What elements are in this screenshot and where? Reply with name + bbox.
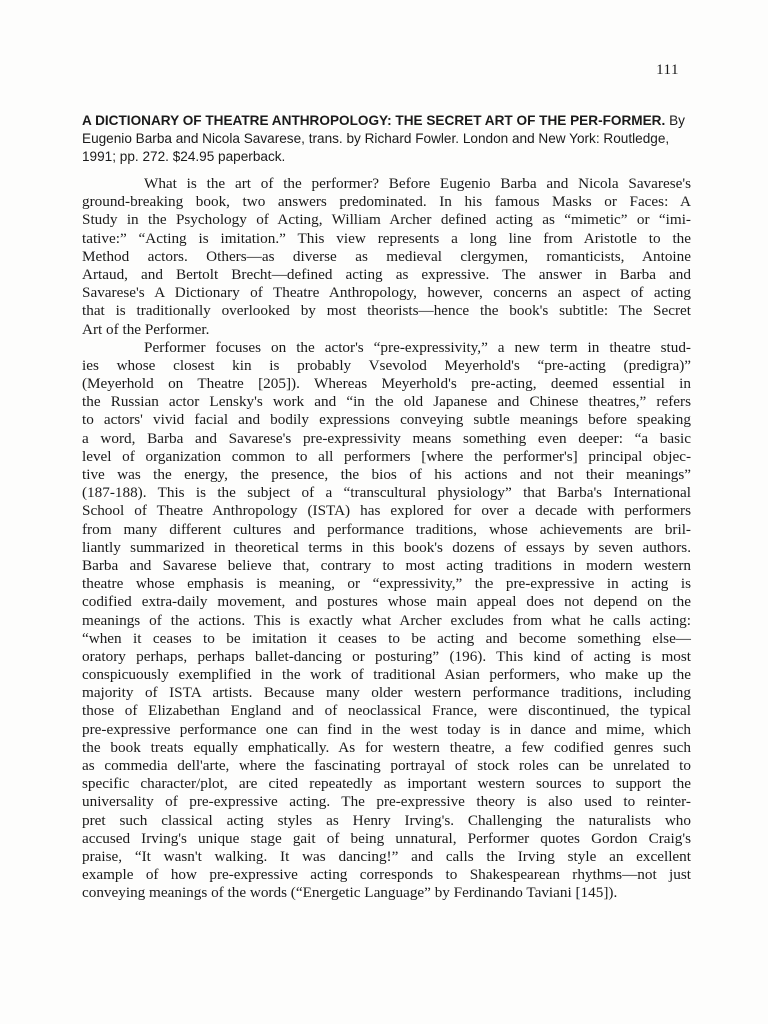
text-line: accused Irving's unique stage gait of being unnatural, Performer quotes Gordon Craig's	[82, 829, 691, 847]
text-line: codified extra-daily movement, and postures whose main appeal does not depend on the	[82, 593, 691, 611]
text-line: (187-188). This is the subject of a “transcultural physiology” that Barba's International	[82, 484, 691, 502]
text-line: theatre whose emphasis is meaning, or “expressivity,” the pre-expressive in acting is	[82, 575, 691, 593]
text-line: liantly summarized in theoretical terms in this book's dozens of essays by seven authors.	[82, 538, 691, 556]
text-line: Method actors. Others—as diverse as medieval clergymen, romanticists, Antoine	[82, 247, 691, 265]
text-line: the Russian actor Lensky's work and “in the old Japanese and Chinese theatres,” refers	[82, 393, 691, 411]
text-line: tive was the energy, the presence, the bios of his actions and not their meanings”	[82, 466, 691, 483]
text-line: “when it ceases to be imitation it ceases to be acting and become something else—	[82, 629, 691, 647]
text-line: School of Theatre Anthropology (ISTA) has explored for over a decade with performers	[82, 502, 691, 520]
text-line: pret such classical acting styles as Henry Irving's. Challenging the naturalists who	[82, 811, 691, 829]
text-line: those of Elizabethan England and of neoclassical France, were discontinued, the typical	[82, 702, 691, 720]
text-line: the book treats equally emphatically. As for western theatre, a few codified genres such	[82, 738, 691, 756]
review-body	[82, 175, 691, 903]
text-line: from many different cultures and performance traditions, whose achievements are bril-	[82, 520, 691, 538]
text-line: Barba and Savarese believe that, contrary to most acting traditions in modern western	[82, 556, 691, 574]
text-line: majority of ISTA artists. Because many older western performance traditions, including	[82, 684, 691, 702]
book-citation: By Eugenio Barba and Nicola Savarese, trans. by Richard Fowler. London and New York: Routledge, 1991; pp. 272. $24.95 paperback.	[82, 113, 685, 164]
text-line: that is traditionally overlooked by most theorists—hence the book's subtitle: The Secret	[82, 302, 691, 320]
text-line: (Meyerhold on Theatre [205]). Whereas Meyerhold's pre-acting, deemed essential in	[82, 375, 691, 393]
text-line: conspicuously exemplified in the work of traditional Asian performers, who make up the	[82, 666, 691, 684]
text-line: What is the art of the performer? Before Eugenio Barba and Nicola Savarese's	[144, 175, 691, 192]
text-line: universality of pre-expressive acting. The pre-expressive theory is also used to reinter-	[82, 793, 691, 811]
text-line: tative:” “Acting is imitation.” This view represents a long line from Aristotle to the	[82, 229, 691, 247]
page-number: 111	[656, 62, 679, 78]
text-line: to actors' vivid facial and bodily expressions conveying subtle meanings before speaking	[82, 411, 691, 429]
book-title: A DICTIONARY OF THEATRE ANTHROPOLOGY: THE SECRET ART OF THE PER-FORMER.	[82, 113, 666, 128]
text-line: specific character/plot, are cited repeatedly as important western sources to support the	[82, 775, 691, 793]
text-line: Artaud, and Bertolt Brecht—defined acting as expressive. The answer in Barba and	[82, 265, 691, 283]
text-line: Study in the Psychology of Acting, William Archer defined acting as “mimetic” or “imi-	[82, 211, 691, 229]
text-line: praise, “It wasn't walking. It was dancing!” and calls the Irving style an excellent	[82, 847, 691, 865]
text-line: conveying meanings of the words (“Energetic Language” by Ferdinando Taviani [145]).	[82, 884, 618, 902]
text-line: Art of the Performer.	[82, 320, 210, 338]
text-line: Savarese's A Dictionary of Theatre Anthropology, however, concerns an aspect of acting	[82, 284, 691, 302]
review-heading	[82, 112, 692, 166]
text-line: Performer focuses on the actor's “pre-expressivity,” a new term in theatre stud-	[144, 338, 691, 356]
text-line: pre-expressive performance one can find in the west today is in dance and mime, which	[82, 720, 691, 738]
text-line: ies whose closest kin is probably Vsevolod Meyerhold's “pre-acting (predigra)”	[82, 356, 691, 374]
text-line: ground-breaking book, two answers predominated. In his famous Masks or Faces: A	[82, 193, 691, 211]
text-line: level of organization common to all performers [where the performer's] principal objec-	[82, 447, 691, 465]
text-line: a word, Barba and Savarese's pre-expressivity means something even deeper: “a basic	[82, 429, 691, 447]
text-line: meanings of the actions. This is exactly what Archer excludes from what he calls acting:	[82, 611, 691, 629]
text-line: oratory perhaps, perhaps ballet-dancing or posturing” (196). This kind of acting is most	[82, 647, 691, 665]
text-line: example of how pre-expressive acting corresponds to Shakespearean rhythms—not just	[82, 866, 691, 884]
text-line: as commedia dell'arte, where the fascinating portrayal of stock roles can be unrelated to	[82, 757, 691, 774]
